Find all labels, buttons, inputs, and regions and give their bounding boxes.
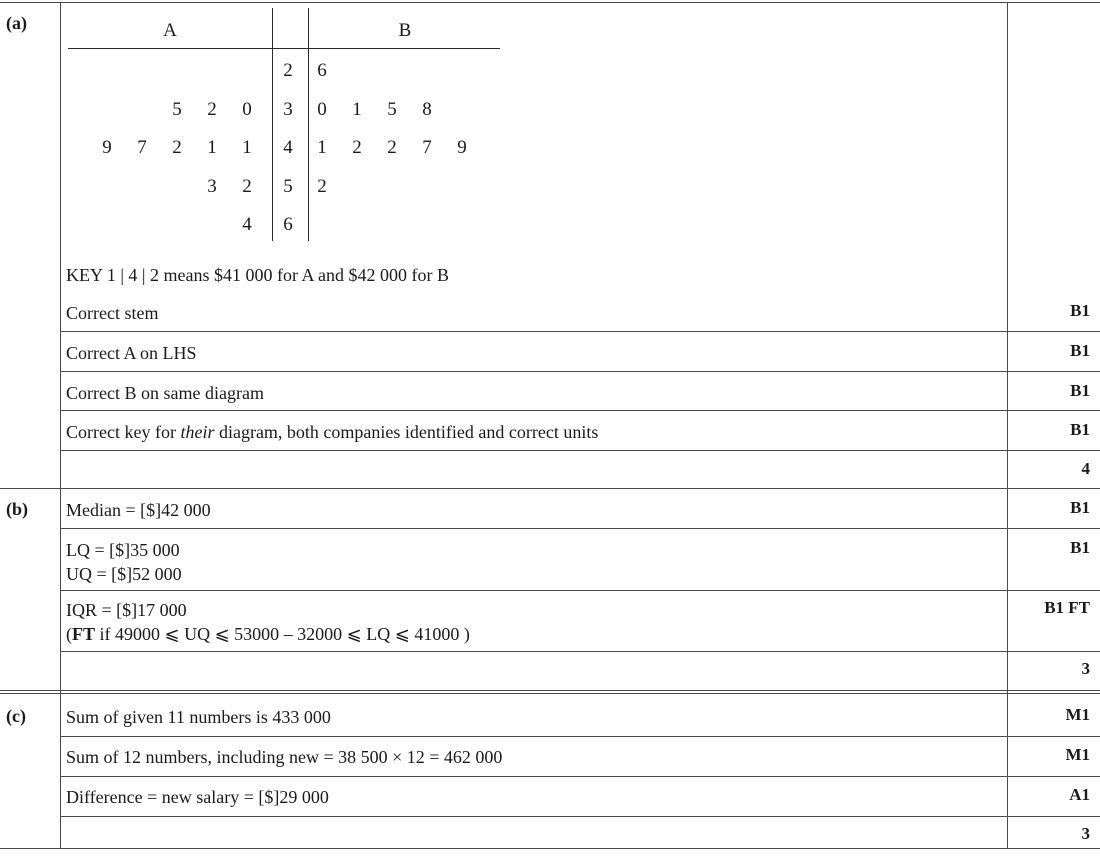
leaf-b: 8 <box>422 99 432 120</box>
leaf-a: 2 <box>207 99 217 120</box>
row-quartiles-text <box>66 538 996 587</box>
leaf-a: 3 <box>207 176 217 197</box>
row-correct-key-suffix: diagram, both companies identified and correct units <box>214 422 599 442</box>
row-correct-a-text: Correct A on LHS <box>66 343 197 363</box>
leaf-b: 2 <box>352 137 362 158</box>
leaf-a: 2 <box>172 137 182 158</box>
row-correct-b-text: Correct B on same diagram <box>66 383 264 403</box>
table-bottom-border <box>0 848 1100 849</box>
row-correct-stem-text: Correct stem <box>66 303 159 323</box>
row-uq-line: UQ = [$]52 000 <box>66 564 182 585</box>
row-difference-mark: A1 <box>1069 785 1090 804</box>
row-divider <box>60 736 1100 737</box>
leaf-b: 2 <box>317 176 327 197</box>
row-divider <box>60 410 1100 411</box>
leaf-b: 1 <box>317 137 327 158</box>
leaf-a: 7 <box>137 137 147 158</box>
row-divider <box>60 331 1100 332</box>
row-ft-label: FT <box>72 624 96 645</box>
leaf-a: 4 <box>242 214 252 235</box>
leaf-b: 7 <box>422 137 432 158</box>
row-divider <box>60 590 1100 591</box>
leaf-b: 9 <box>457 137 467 158</box>
stem-value: 3 <box>283 99 293 120</box>
row-lq-line: LQ = [$]35 000 <box>66 540 180 560</box>
row-divider <box>60 651 1100 652</box>
row-divider <box>60 528 1100 529</box>
row-correct-stem-mark: B1 <box>1070 301 1090 320</box>
part-c-total-mark: 3 <box>1081 824 1090 843</box>
stem-value: 2 <box>283 60 293 81</box>
part-label-a: (a) <box>6 13 27 33</box>
stem-leaf-divider-right <box>308 8 309 241</box>
stem-leaf-header-rule <box>68 48 500 49</box>
part-label-c: (c) <box>6 706 26 726</box>
row-divider <box>60 776 1100 777</box>
leaf-b: 6 <box>317 60 327 81</box>
part-b-total-mark: 3 <box>1081 659 1090 678</box>
leaf-a: 9 <box>102 137 112 158</box>
stem-value: 4 <box>283 137 293 158</box>
stem-value: 5 <box>283 176 293 197</box>
row-correct-a-mark: B1 <box>1070 341 1090 360</box>
row-sum-11-mark: M1 <box>1065 705 1090 724</box>
leaf-a: 1 <box>207 137 217 158</box>
leaf-a: 0 <box>242 99 252 120</box>
leaf-a: 2 <box>242 176 252 197</box>
part-a-total-mark: 4 <box>1081 459 1090 478</box>
row-correct-key-mark: B1 <box>1070 420 1090 439</box>
stem-leaf-header-b: B <box>398 20 412 41</box>
stem-and-leaf-diagram <box>0 0 1007 250</box>
row-ft-paren: ( <box>66 624 72 645</box>
leaf-a: 5 <box>172 99 182 120</box>
row-ft-condition: if 49000 ⩽ UQ ⩽ 53000 – 32000 ⩽ LQ ⩽ 41000 ) <box>95 624 470 645</box>
row-iqr-ft-line <box>66 622 996 646</box>
row-median-text: Median = [$]42 000 <box>66 500 211 520</box>
row-correct-key-emphasis: their <box>180 422 215 442</box>
part-a-b-separator <box>0 488 1100 489</box>
row-sum-12-mark: M1 <box>1065 745 1090 764</box>
stem-leaf-divider-left <box>272 8 273 241</box>
part-b-c-separator <box>0 690 1100 694</box>
stem-leaf-header-a: A <box>163 20 177 41</box>
row-iqr-text <box>66 598 996 647</box>
row-iqr-mark: B1 FT <box>1044 598 1090 617</box>
stem-leaf-key: KEY 1 | 4 | 2 means $41 000 for A and $42 000 for B <box>66 265 450 285</box>
row-divider <box>60 371 1100 372</box>
stem-value: 6 <box>283 214 293 235</box>
row-sum-12-text: Sum of 12 numbers, including new = 38 500 × 12 = 462 000 <box>66 747 503 767</box>
leaf-b: 0 <box>317 99 327 120</box>
row-correct-b-mark: B1 <box>1070 381 1090 400</box>
row-divider <box>60 450 1100 451</box>
leaf-b: 2 <box>387 137 397 158</box>
row-correct-key-prefix: Correct key for <box>66 422 181 442</box>
row-quartiles-mark: B1 <box>1070 538 1090 557</box>
row-sum-11-text: Sum of given 11 numbers is 433 000 <box>66 707 331 727</box>
row-difference-text: Difference = new salary = [$]29 000 <box>66 787 329 807</box>
leaf-b: 5 <box>387 99 397 120</box>
leaf-b: 1 <box>352 99 362 120</box>
row-divider <box>60 816 1100 817</box>
leaf-a: 1 <box>242 137 252 158</box>
row-median-mark: B1 <box>1070 498 1090 517</box>
row-correct-key-text <box>66 420 996 444</box>
row-iqr-line: IQR = [$]17 000 <box>66 600 187 620</box>
part-label-b: (b) <box>6 499 28 519</box>
